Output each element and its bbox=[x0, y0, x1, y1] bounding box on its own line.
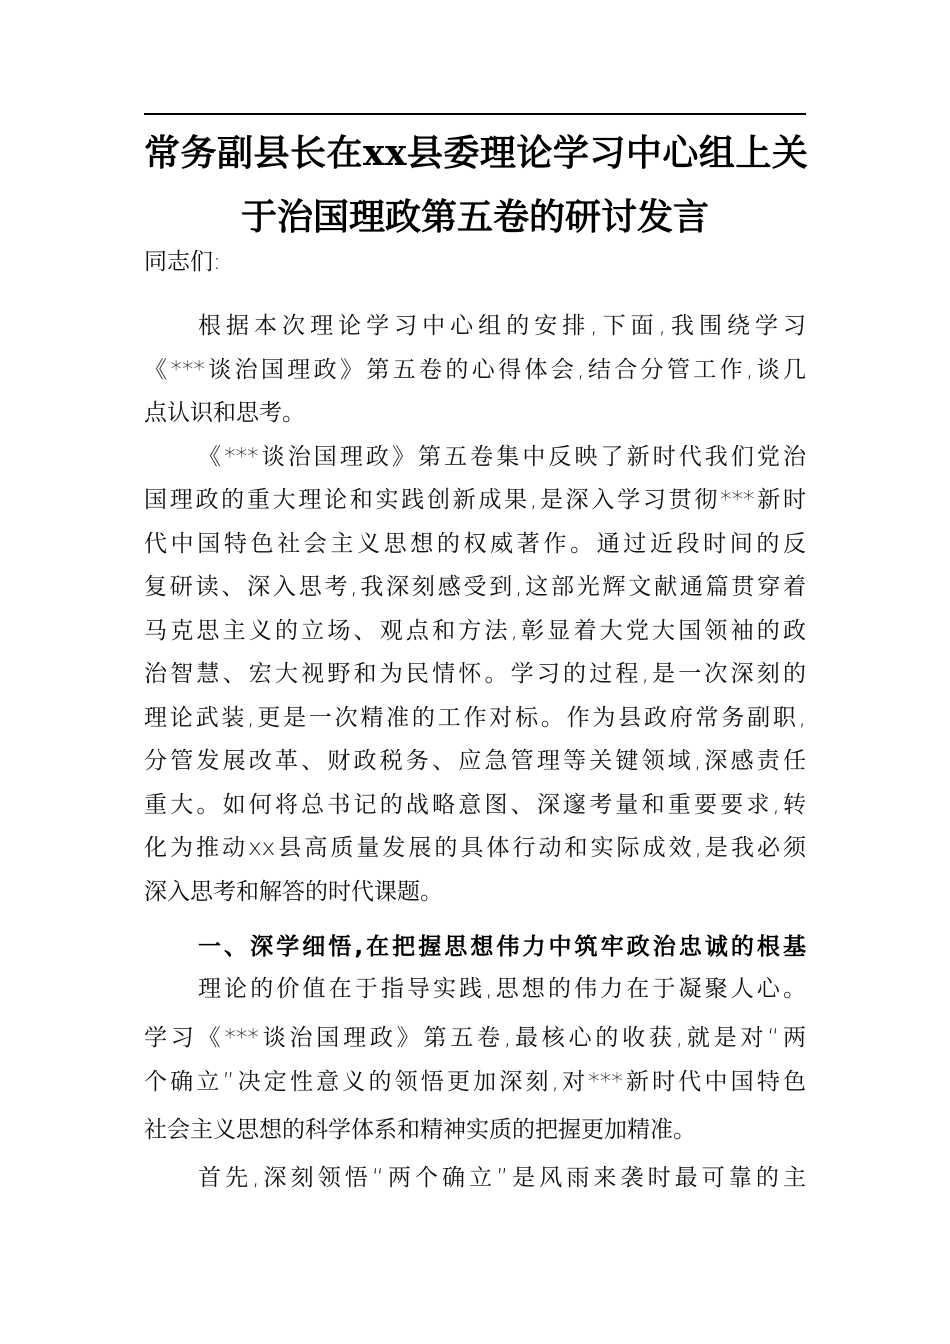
paragraph-2-line-11: 深入思考和解答的时代课题。 bbox=[144, 879, 443, 905]
paragraph-4-line-1: 首先,深刻领悟“两个确立”是风雨来袭时最可靠的主 bbox=[198, 1165, 806, 1191]
paragraph-2-line-5: 马克思主义的立场、观点和方法,彰显着大党大国领袖的政 bbox=[144, 618, 806, 644]
paragraph-3-line-4: 社会主义思想的科学体系和精神实质的把握更加精准。 bbox=[144, 1117, 696, 1143]
paragraph-2-line-2: 国理政的重大理论和实践创新成果,是深入学习贯彻***新时 bbox=[144, 487, 806, 513]
paragraph-1-line-3: 点认识和思考。 bbox=[144, 400, 305, 426]
paragraph-1-line-1: 根据本次理论学习中心组的安排,下面,我围绕学习 bbox=[198, 313, 806, 339]
paragraph-2-line-8: 分管发展改革、财政税务、应急管理等关键领域,深感责任 bbox=[144, 748, 806, 774]
paragraph-2-line-6: 治智慧、宏大视野和为民情怀。学习的过程,是一次深刻的 bbox=[144, 661, 806, 687]
document-title-line-1: 常务副县长在xx县委理论学习中心组上关 bbox=[144, 132, 809, 174]
paragraph-2-line-10: 化为推动xx县高质量发展的具体行动和实际成效,是我必须 bbox=[144, 835, 806, 861]
paragraph-2-line-1: 《***谈治国理政》第五卷集中反映了新时代我们党治 bbox=[198, 444, 806, 470]
paragraph-3-line-1: 理论的价值在于指导实践,思想的伟力在于凝聚人心。 bbox=[198, 976, 806, 1002]
paragraph-3-line-3: 个确立”决定性意义的领悟更加深刻,对***新时代中国特色 bbox=[144, 1069, 806, 1095]
paragraph-1-line-2: 《***谈治国理政》第五卷的心得体会,结合分管工作,谈几 bbox=[144, 357, 806, 383]
paragraph-2-line-4: 复研读、深入思考,我深刻感受到,这部光辉文献通篇贯穿着 bbox=[144, 574, 806, 600]
paragraph-2-line-3: 代中国特色社会主义思想的权威著作。通过近段时间的反 bbox=[144, 531, 806, 557]
section-1-heading: 一、深学细悟,在把握思想伟力中筑牢政治忠诚的根基 bbox=[198, 934, 806, 960]
paragraph-3-line-2: 学习《***谈治国理政》第五卷,最核心的收获,就是对“两 bbox=[144, 1025, 806, 1051]
document-title-line-2: 于治国理政第五卷的研讨发言 bbox=[240, 196, 709, 238]
paragraph-2-line-9: 重大。如何将总书记的战略意图、深邃考量和重要要求,转 bbox=[144, 792, 806, 818]
salutation: 同志们: bbox=[144, 249, 221, 275]
header-rule bbox=[144, 113, 806, 115]
paragraph-2-line-7: 理论武装,更是一次精准的工作对标。作为县政府常务副职, bbox=[144, 705, 806, 731]
